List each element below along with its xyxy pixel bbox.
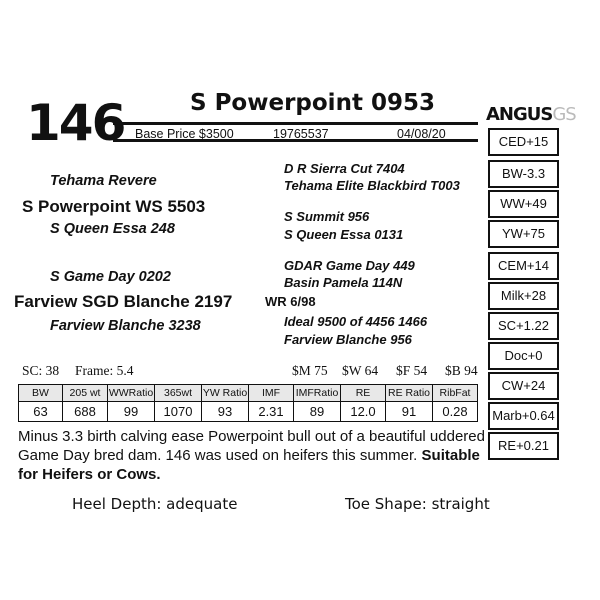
value-wwratio: 99 xyxy=(108,402,155,422)
dam-dam: Farview Blanche 3238 xyxy=(50,318,201,334)
header-re: RE xyxy=(341,385,386,402)
value-reratio: 91 xyxy=(386,402,433,422)
value-imf: 2.31 xyxy=(249,402,294,422)
index-f: $F 54 xyxy=(396,363,428,378)
header-imfratio: IMFRatio xyxy=(294,385,341,402)
index-b: $B 94 xyxy=(445,363,478,378)
epd-ww: WW+49 xyxy=(488,190,559,218)
description xyxy=(18,427,488,484)
heel-depth: Heel Depth: adequate xyxy=(72,495,238,513)
value-imfratio: 89 xyxy=(294,402,341,422)
pedigree-g2: Tehama Elite Blackbird T003 xyxy=(284,178,460,193)
epd-re: RE+0.21 xyxy=(488,432,559,460)
pedigree-g7: Ideal 9500 of 4456 1466 xyxy=(284,314,428,329)
frame-score: Frame: 5.4 xyxy=(75,363,134,378)
dam-tag: WR 6/98 xyxy=(265,294,316,309)
performance-header-row xyxy=(19,385,478,402)
description-text: Minus 3.3 birth calving ease Powerpoint bull out of a beautiful uddered Game Day bred dam. 146 was used on heifers this summer. xyxy=(18,428,485,464)
value-ribfat: 0.28 xyxy=(433,402,478,422)
angus-logo: ANGUSGS xyxy=(486,104,576,125)
header-reratio: RE Ratio xyxy=(386,385,433,402)
epd-sc: SC+1.22 xyxy=(488,312,559,340)
header-ribfat: RibFat xyxy=(433,385,478,402)
epd-bw: BW-3.3 xyxy=(488,160,559,188)
header-bw: BW xyxy=(19,385,63,402)
performance-table xyxy=(18,384,478,422)
pedigree-g4: S Queen Essa 0131 xyxy=(284,227,404,242)
lot-number: 146 xyxy=(26,94,125,152)
header-365wt: 365wt xyxy=(155,385,202,402)
header-ywratio: YW Ratio xyxy=(202,385,249,402)
header-205wt: 205 wt xyxy=(63,385,108,402)
epd-cem: CEM+14 xyxy=(488,252,559,280)
dam-sire: S Game Day 0202 xyxy=(50,269,171,285)
value-re: 12.0 xyxy=(341,402,386,422)
value-bw: 63 xyxy=(19,402,63,422)
epd-marb: Marb+0.64 xyxy=(488,402,559,430)
index-m: $M 75 xyxy=(292,363,328,378)
value-365wt: 1070 xyxy=(155,402,202,422)
epd-cw: CW+24 xyxy=(488,372,559,400)
epd-milk: Milk+28 xyxy=(488,282,559,310)
animal-name: S Powerpoint 0953 xyxy=(190,90,435,116)
sire: S Powerpoint WS 5503 xyxy=(22,197,206,216)
info-bar xyxy=(113,122,478,142)
pedigree-g1: D R Sierra Cut 7404 xyxy=(284,161,405,176)
birth-date: 04/08/20 xyxy=(397,127,446,141)
dam: Farview SGD Blanche 2197 xyxy=(14,292,233,311)
value-205wt: 688 xyxy=(63,402,108,422)
epd-ced: CED+15 xyxy=(488,128,559,156)
base-price: Base Price $3500 xyxy=(135,127,234,141)
registration-number: 19765537 xyxy=(273,127,329,141)
epd-doc: Doc+0 xyxy=(488,342,559,370)
index-w: $W 64 xyxy=(342,363,379,378)
header-imf: IMF xyxy=(249,385,294,402)
performance-value-row xyxy=(19,402,478,422)
sire-dam: S Queen Essa 248 xyxy=(50,221,175,237)
pedigree-g6: Basin Pamela 114N xyxy=(284,275,403,290)
sire-sire: Tehama Revere xyxy=(50,173,157,189)
description-emphasis: Suitable for Heifers or Cows. xyxy=(18,447,480,483)
header-wwratio: WWRatio xyxy=(108,385,155,402)
scrotal-circumference: SC: 38 xyxy=(22,363,60,378)
toe-shape: Toe Shape: straight xyxy=(345,495,490,513)
epd-yw: YW+75 xyxy=(488,220,559,248)
pedigree-g8: Farview Blanche 956 xyxy=(284,332,412,347)
pedigree-g5: GDAR Game Day 449 xyxy=(284,258,415,273)
value-ywratio: 93 xyxy=(202,402,249,422)
pedigree-g3: S Summit 956 xyxy=(284,209,370,224)
